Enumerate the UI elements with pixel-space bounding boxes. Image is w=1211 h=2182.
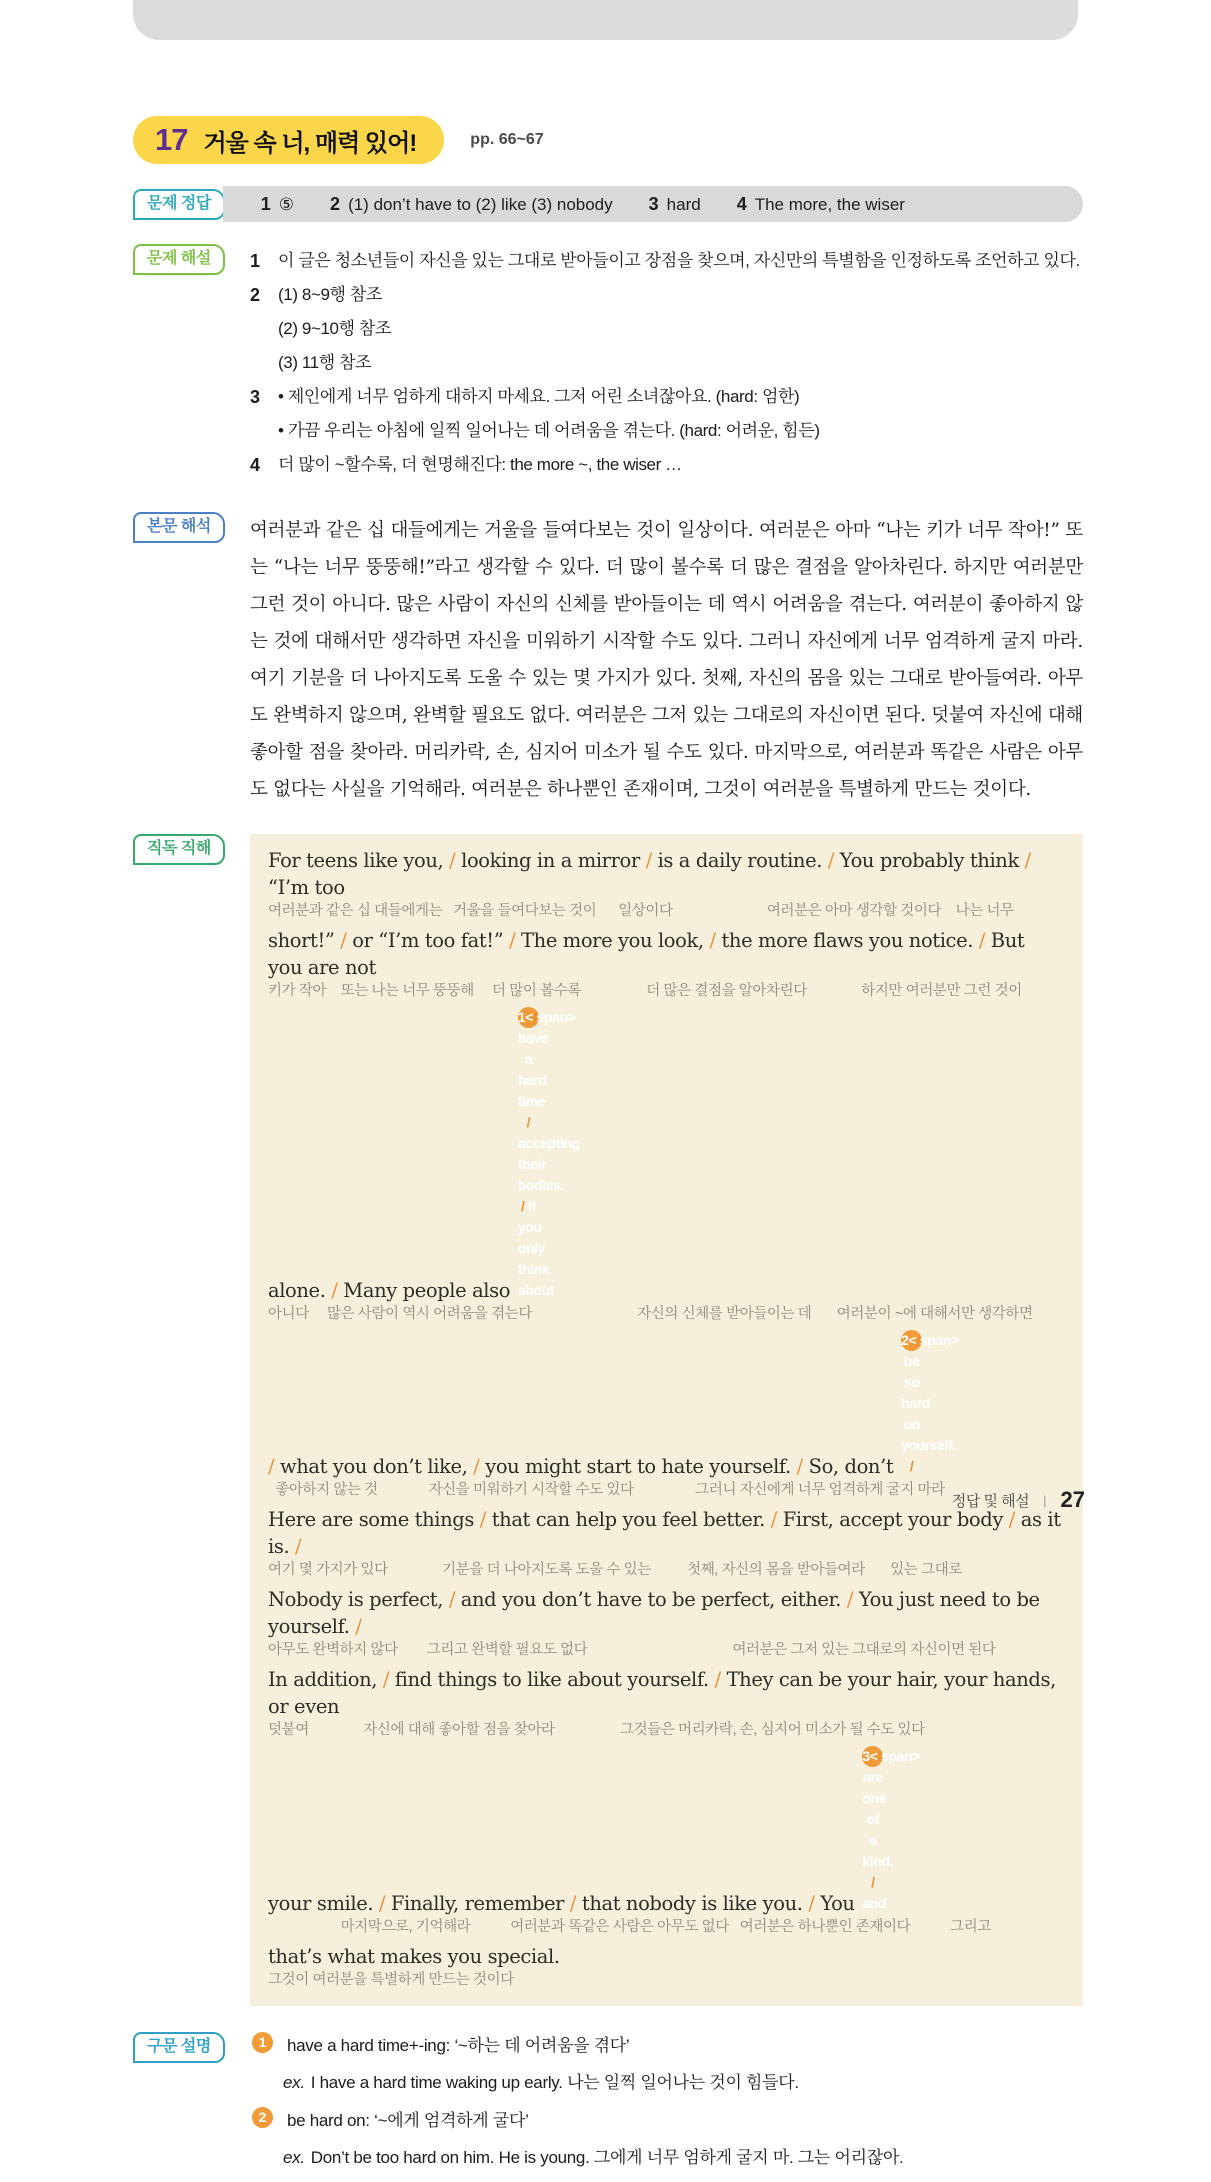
answer-item: 2 (1) don’t have to (2) like (3) nobody [330,193,613,214]
answer-key-bar [223,186,1083,222]
phrase-divider: / [295,1535,302,1558]
example-label: ex. [283,2148,305,2167]
page-number: 27 [1060,1487,1085,1512]
reading-pair [268,1666,1063,1741]
phrase-divider: / [382,1668,390,1691]
syntax-rule: have a hard time+-ing: ‘~하는 데 어려움을 겪다’ [287,2036,630,2055]
lesson-title: 거울 속 너, 매력 있어! [203,129,417,157]
phrase-divider: / [714,1668,721,1691]
passage-translation-text: 여러분과 같은 십 대들에게는 거울을 들여다보는 것이 일상이다. 여러분은 아마 “나는 키가 너무 작아!” 또는 “나는 너무 뚱뚱해!”라고 생각할 수 있다. 더 많이 볼수록 더 많은 결점을 알아차린다. 하지만 여러분만 그런 것이 아니다. 많은 사람이 자신의 신체를 받아들이는 데 역시 어려움을 겪는다. 여러분이 좋아하지 않는 것에 대해서만 생각하면 자신을 미워하기 시작할 수도 있다. 그러니 자신에게 너무 엄격하게 굴지 마라. 여기 기분을 더 나아지도록 도울 수 있는 몇 가지가 있다. 첫째, 자신의 몸을 있는 그대로 받아들여라. 아무도 완벽하지 않으며, 완벽할 필요도 없다. 여러분은 그저 있는 그대로의 자신이면 된다. 덧붙여 자신에 대해 좋아할 점을 찾아라. 머리카락, 손, 심지어 미소가 될 수도 있다. 마지막으로, 여러분과 똑같은 사람은 아무도 없다는 사실을 기억해라. 여러분은 하나뿐인 존재이며, 그것이 여러분을 특별하게 만드는 것이다. [250,520,1083,800]
syntax-example [283,2143,1083,2168]
phrase-divider: / [473,1455,480,1478]
circled-number-icon: 1</span> have a hard time / accepting their bodies. / If you only think about [517,1009,584,1298]
circled-number-icon: 2</span> be so hard on yourself. / [901,1332,963,1474]
english-line: In addition, / find things to like about yourself. / They can be your hair, your hands, or even [268,1668,1062,1718]
phrase-divider: / [479,1508,486,1531]
phrase-divider: / [909,1458,914,1474]
phrase-divider: / [645,849,652,872]
circled-number-icon: 2 [252,2107,273,2128]
answer-key-tab: 문제 정답 [133,189,225,220]
korean-gloss: 덧붙여 자신에 대해 좋아할 점을 찾아라 그것들은 머리카락, 손, 심지어 미소가 될 수도 있다 [268,1722,925,1738]
footer-divider: | [1043,1492,1047,1508]
reading-pair [268,1943,1063,1991]
phrase-divider: / [569,1892,577,1915]
example-text: I have a hard time waking up early. 나는 일찍 일어나는 것이 힘들다. [310,2073,799,2092]
english-line: your smile. / Finally, remember / that nobody is like you. / You 3</span> are one of a kind, / and [268,1748,924,1915]
reading-pair [268,1007,1063,1325]
lesson-page-range: pp. 66~67 [470,131,544,148]
reading-pair [268,847,1063,922]
problem-explanation-body [250,244,1083,482]
explanation-line: • 가끔 우리는 아침에 일찍 일어나는 데 어려움을 겪는다. (hard: 어려운, 힘든) [278,421,820,440]
explanation-line: 이 글은 청소년들이 자신을 있는 그대로 받아들이고 장점을 찾으며, 자신만의 특별함을 인정하도록 조언하고 있다. [278,251,1080,270]
syntax-item [250,2032,1083,2060]
phrase-divider: / [340,929,347,952]
item-number: 3 [250,387,260,407]
answer-item: 4 The more, the wiser [736,193,905,214]
english-line: that’s what makes you special. [268,1945,560,1968]
syntax-example [283,2068,1083,2093]
phrase-divider: / [509,929,516,952]
reading-pair [268,1506,1067,1581]
phrase-divider: / [521,1198,525,1214]
syntax-rule: be hard on: ‘~에게 엄격하게 굴다’ [287,2111,529,2130]
lesson-title-badge [133,116,444,164]
page-footer [952,1487,1085,1513]
reading-pair [268,1330,1063,1501]
lesson-header [133,116,1083,164]
phrase-divider: / [877,1748,882,1764]
direct-reading-box [250,834,1083,2006]
item-number [250,312,274,346]
problem-explanation-section [133,244,1083,482]
item-number [250,346,274,380]
korean-gloss: 아무도 완벽하지 않다 그리고 완벽할 필요도 없다 여러분은 그저 있는 그대로의 자신이면 된다 [268,1642,996,1658]
syntax-notes-section [133,2032,1083,2182]
english-line: Nobody is perfect, / and you don’t have to be perfect, either. / You just need to be yourself. / [268,1588,1046,1638]
circled-number-icon: 3</span> are one of a kind, / and [862,1748,924,1911]
korean-gloss: 키가 작아 또는 나는 너무 뚱뚱해 더 많이 볼수록 더 많은 결점을 알아차린다 하지만 여러분만 그런 것이 [268,983,1022,999]
english-line: alone. / Many people also 1</span> have a hard time / accepting their bodies. / If you only think about [268,1009,584,1302]
lesson-number: 17 [155,122,188,157]
item-number: 2 [250,285,260,305]
passage-translation-section [133,512,1083,808]
phrase-divider: / [808,1892,815,1915]
korean-gloss: 아니다 많은 사람이 역시 어려움을 겪는다 자신의 신체를 받아들이는 데 여러분이 ~에 대해서만 생각하면 [268,1306,1033,1322]
phrase-divider: / [827,849,834,872]
english-line: Here are some things / that can help you feel better. / First, accept your body / as it is. / [268,1508,1067,1558]
syntax-notes-body [250,2032,1083,2182]
phrase-divider: / [449,849,456,872]
explanation-line: (1) 8~9행 참조 [278,285,382,304]
phrase-divider: / [770,1508,777,1531]
example-text: Don’t be too hard on him. He is young. 그에게 너무 엄하게 굴지 마. 그는 어리잖아. [310,2148,904,2167]
answer-item: 1 ⑤ [260,193,295,214]
answer-item: 3 hard [648,193,701,214]
reading-pair [268,1586,1063,1661]
phrase-divider: / [1024,849,1031,872]
direct-reading-section [133,834,1083,2006]
problem-explanation-tab: 문제 해설 [133,244,225,275]
item-number: 1 [250,251,260,271]
phrase-divider: / [533,1009,537,1025]
phrase-divider: / [871,1874,875,1890]
phrase-divider: / [268,1455,275,1478]
circled-number-icon: 1 [252,2032,273,2053]
phrase-divider: / [709,929,716,952]
korean-gloss: 좋아하지 않는 것 자신을 미워하기 시작할 수도 있다 그러니 자신에게 너무 엄격하게 굴지 마라 [268,1482,945,1498]
reading-pair [268,1746,1063,1938]
syntax-item [250,2107,1083,2135]
footer-label: 정답 및 해설 [951,1492,1030,1510]
example-label: ex. [283,2073,305,2092]
item-number [250,414,274,448]
korean-gloss: 마지막으로, 기억해라 여러분과 똑같은 사람은 아무도 없다 여러분은 하나뿐인 존재이다 그리고 [268,1919,991,1935]
english-line: For teens like you, / looking in a mirror / is a daily routine. / You probably think / “I’m too [268,849,1037,899]
phrase-divider: / [331,1279,338,1302]
reading-pair [268,927,1063,1002]
explanation-line: (3) 11행 참조 [278,353,372,372]
answer-key-section [133,186,1083,222]
phrase-divider: / [978,929,985,952]
explanation-line: (2) 9~10행 참조 [278,319,391,338]
english-line: short!” / or “I’m too fat!” / The more you look, / the more flaws you notice. / But you are not [268,929,1031,979]
phrase-divider: / [355,1615,362,1638]
korean-gloss: 여기 몇 가지가 있다 기분을 더 나아지도록 도울 수 있는 첫째, 자신의 몸을 받아들여라 있는 그대로 [268,1562,962,1578]
phrase-divider: / [448,1588,455,1611]
phrase-divider: / [526,1114,531,1130]
phrase-divider: / [796,1455,803,1478]
phrase-divider: / [846,1588,854,1611]
phrase-divider: / [378,1892,386,1915]
korean-gloss: 여러분과 같은 십 대들에게는 거울을 들여다보는 것이 일상이다 여러분은 아마 생각할 것이다 나는 너무 [268,903,1014,919]
passage-translation-tab: 본문 해석 [133,512,225,543]
korean-gloss: 그것이 여러분을 특별하게 만드는 것이다 [268,1972,514,1988]
phrase-divider: / [1008,1508,1015,1531]
direct-reading-tab: 직독 직해 [133,834,225,865]
phrase-divider: / [916,1332,920,1348]
english-line: / what you don’t like, / you might start to hate yourself. / So, don’t 2</span> be so hard on yourself. / [268,1332,963,1478]
explanation-line: • 제인에게 너무 엄하게 대하지 마세요. 그저 어린 소녀잖아요. (hard: 엄한) [278,387,800,406]
syntax-notes-tab: 구문 설명 [133,2032,225,2063]
item-number: 4 [250,455,260,475]
explanation-line: 더 많이 ~할수록, 더 현명해진다: the more ~, the wiser … [278,455,682,474]
